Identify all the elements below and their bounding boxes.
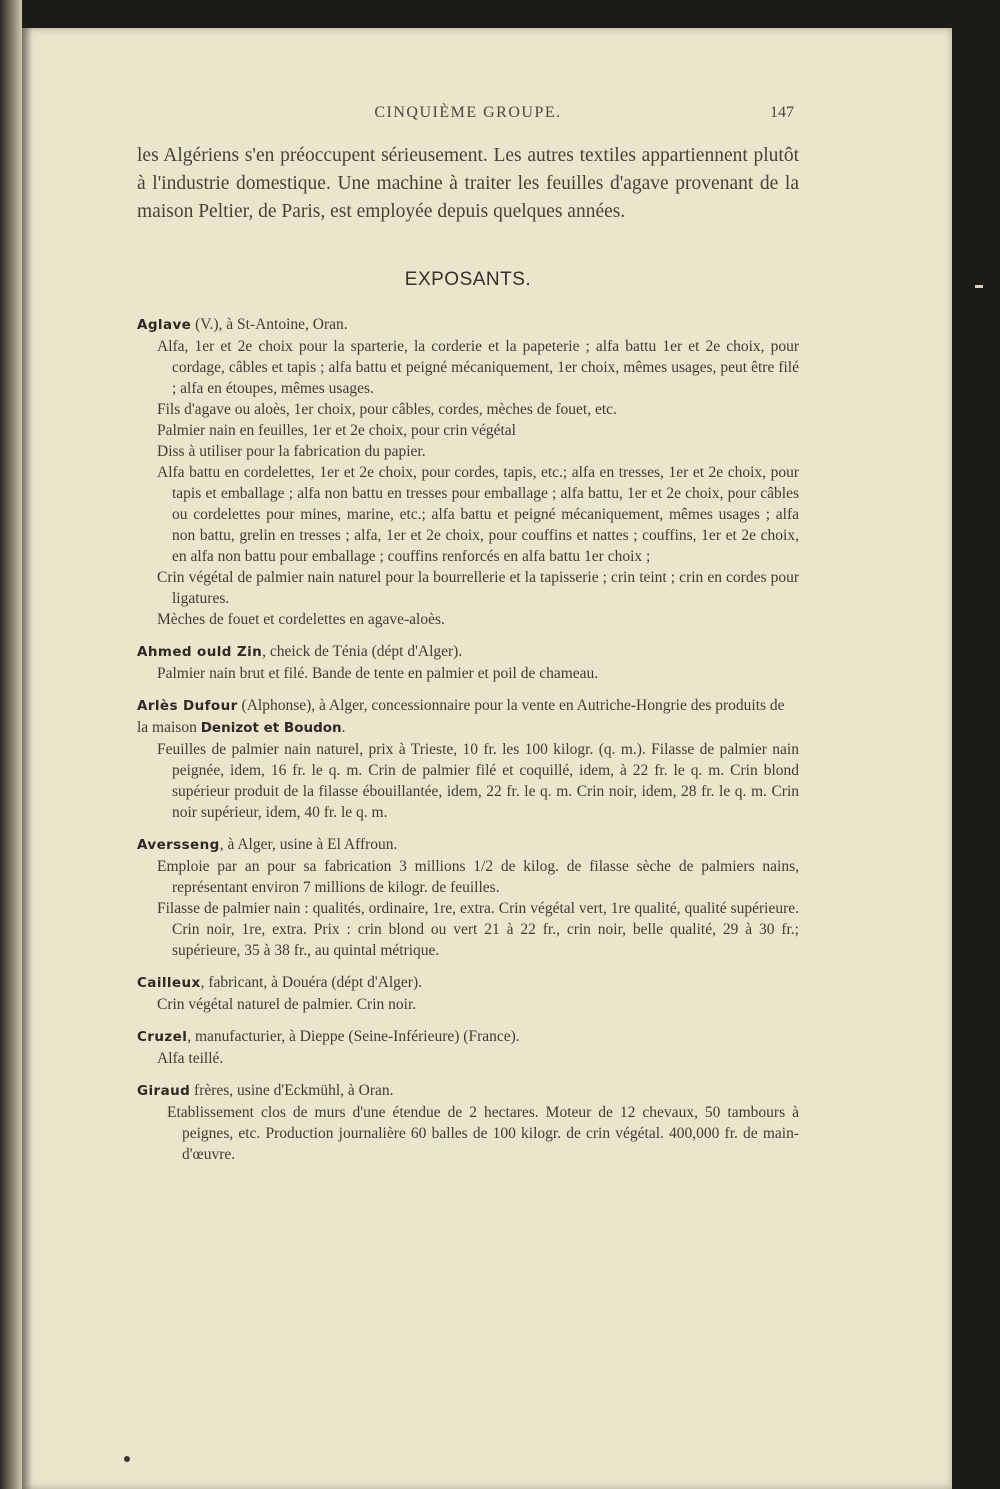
exhibitor-heading — [137, 972, 799, 994]
section-title: EXPOSANTS. — [404, 269, 532, 290]
description-end: . — [341, 719, 346, 736]
exhibitor-entry — [137, 1080, 799, 1165]
exhibitor-entry — [137, 695, 799, 823]
margin-dot — [124, 1456, 130, 1462]
product-line: Mèches de fouet et cordelettes en agave-aloès. — [157, 611, 445, 628]
product-line: Crin végétal naturel de palmier. Crin noir. — [157, 996, 417, 1013]
exhibitor-name: Arlès Dufour — [137, 698, 238, 714]
product-line: Diss à utiliser pour la fabrication du papier. — [157, 443, 426, 460]
exhibitor-entry — [137, 1026, 799, 1069]
exhibitor-name: Aglave — [137, 317, 192, 333]
exhibitor-heading — [137, 641, 799, 663]
edge-mark — [975, 285, 983, 288]
exhibitor-description: frères, usine d'Eckmühl, à Oran. — [190, 1082, 394, 1099]
exhibitor-heading — [137, 314, 799, 336]
product-line: Etablissement clos de murs d'une étendue de 2 hectares. Moteur de 12 chevaux, 50 tambours à peignes, etc. Production journalière 60 balles de 100 kilogr. de crin végétal. 400,000 fr. de main-d'œuvre. — [167, 1104, 799, 1163]
product-line: Palmier nain brut et filé. Bande de tente en palmier et poil de chameau. — [157, 665, 599, 682]
company-name: Denizot et Boudon — [200, 720, 342, 736]
product-line: Alfa, 1er et 2e choix pour la sparterie, la corderie et la papeterie ; alfa battu 1er et 2e choix, pour cordage, câbles et tapis ; alfa battu et peigné mécaniquement, 1er choix, mêmes usages, peut être filé ; alfa en étoupes, mêmes usages. — [157, 338, 799, 397]
exhibitor-heading — [137, 695, 799, 739]
exhibitor-name: Aversseng — [137, 837, 220, 853]
product-line: Alfa battu en cordelettes, 1er et 2e choix, pour cordes, tapis, etc.; alfa en tresses, 1er et 2e choix, pour tapis et emballage ; alfa non battu en tresses pour emballage ; alfa battu, 1er et 2e choix, pour câbles ou cordelettes pour mines, marine, etc.; alfa battu et peigné mécaniquement, mêmes usages ; alfa non battu, grelin en tresses ; alfa, 1er et 2e choix, pour couffins et nattes ; couffins, 1er et 2e choix, en alfa non battu pour emballage ; couffins renforcés en alfa battu 1er choix ; — [157, 464, 799, 565]
page-content — [137, 142, 799, 1176]
page-edge — [0, 0, 22, 1489]
group-title: CINQUIÈME GROUPE. — [374, 104, 562, 121]
exhibitor-entry — [137, 972, 799, 1015]
exhibitor-description: , fabricant, à Douéra (dépt d'Alger). — [200, 974, 422, 991]
exhibitor-description: (Alphonse), à Alger, concessionnaire pour la vente en Autriche-Hongrie des produits de la maison — [137, 697, 785, 736]
product-line: Alfa teillé. — [157, 1050, 224, 1067]
exhibitor-name: Ahmed ould Zin — [137, 644, 263, 660]
exhibitor-name: Cruzel — [137, 1029, 188, 1045]
exhibitor-entry — [137, 314, 799, 630]
exhibitor-description: , cheick de Ténia (dépt d'Alger). — [262, 643, 463, 660]
product-line: Fils d'agave ou aloès, 1er choix, pour câbles, cordes, mèches de fouet, etc. — [157, 401, 617, 418]
running-header — [140, 104, 796, 126]
product-line: Feuilles de palmier nain naturel, prix à Trieste, 10 fr. les 100 kilogr. (q. m.). Filasse de palmier nain peignée, idem, 16 fr. le q. m. Crin de palmier filé et coquillé, idem, à 22 fr. le q. m. Crin blond supérieur produit de la filasse ébouillantée, idem, 22 fr. le q. m. Crin noir, idem, 28 fr. le q. m. Crin noir supérieur, idem, 40 fr. le q. m. — [157, 741, 799, 821]
exhibitor-description: , à Alger, usine à El Affroun. — [219, 836, 398, 853]
exhibitor-entry — [137, 834, 799, 961]
page-number: 147 — [770, 104, 794, 121]
exhibitor-name: Cailleux — [137, 975, 201, 991]
exhibitor-heading — [137, 834, 799, 856]
product-line: Palmier nain en feuilles, 1er et 2e choix, pour crin végétal — [157, 422, 516, 439]
exhibitor-entry — [137, 641, 799, 684]
exhibitor-description: (V.), à St-Antoine, Oran. — [191, 316, 348, 333]
exhibitor-description: , manufacturier, à Dieppe (Seine-Inférieure) (France). — [187, 1028, 520, 1045]
exhibitor-name: Giraud — [137, 1083, 191, 1099]
product-line: Emploie par an pour sa fabrication 3 millions 1/2 de kilog. de filasse sèche de palmiers nains, représentant environ 7 millions de kilogr. de feuilles. — [157, 858, 799, 896]
intro-paragraph: les Algériens s'en préoccupent sérieusement. Les autres textiles appartiennent plutôt à l'industrie domestique. Une machine à traiter les feuilles d'agave provenant de la maison Peltier, de Paris, est employée depuis quelques années. — [137, 145, 799, 222]
exhibitor-heading — [137, 1080, 799, 1102]
product-line: Crin végétal de palmier nain naturel pour la bourrellerie et la tapisserie ; crin teint ; crin en cordes pour ligatures. — [157, 569, 799, 607]
exhibitor-list — [137, 314, 799, 1165]
spine-shadow — [22, 28, 32, 1489]
product-line: Filasse de palmier nain : qualités, ordinaire, 1re, extra. Crin végétal vert, 1re qualité, qualité supérieure. Crin noir, 1re, extra. Prix : crin blond ou vert 21 à 22 fr., crin noir, belle qualité, 29 à 30 fr.; supérieure, 35 à 38 fr., au quintal métrique. — [157, 900, 799, 959]
exhibitor-heading — [137, 1026, 799, 1048]
